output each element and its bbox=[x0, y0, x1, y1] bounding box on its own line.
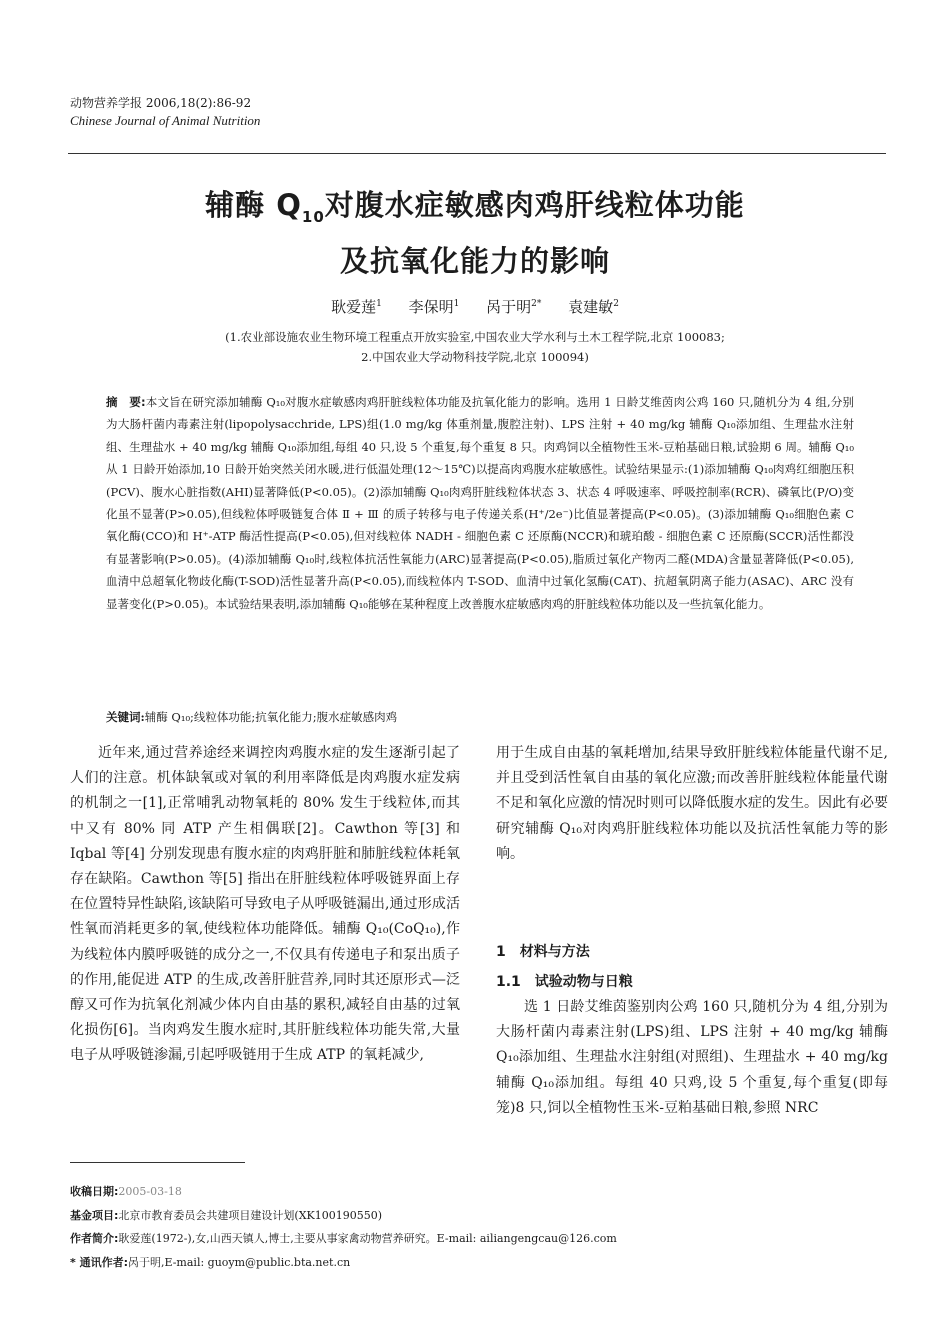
section-heading-1-1: 1.1 试验动物与日粮 bbox=[496, 974, 633, 990]
footnote-fund: 基金项目:北京市教育委员会共建项目建设计划(XK100190550) bbox=[70, 1208, 383, 1222]
footnote-received: 收稿日期:2005-03-18 bbox=[70, 1185, 182, 1198]
footnote-author: 作者简介:耿爱莲(1972-),女,山西天镇人,博士,主要从事家禽动物营养研究。E-mail: ailiangengcau@126.com bbox=[70, 1232, 617, 1245]
keywords-text: 辅酶 Q₁₀;线粒体功能;抗氧化能力;腹水症敏感肉鸡 bbox=[144, 710, 398, 724]
footnote-rule bbox=[70, 1162, 245, 1163]
author: 耿爱莲$^1$ bbox=[331, 298, 382, 316]
intro-paragraph: 近年来,通过营养途经来调控肉鸡腹水症的发生逐渐引起了人们的注意。机体缺氧或对氧的利用率降低是肉鸡腹水症发病的机制之一[1],正常哺乳动物氧耗的 80% 发生于线粒体,而其中又有 80% 同 ATP 产生相偶联[2]。Cawthon 等[3] 和 Iqbal 等[4] 分别发现患有腹水症的肉鸡肝脏和肺脏线粒体耗氧存在缺陷。Cawthon 等[5] 指出在肝脏线粒体呼吸链界面上存在位置特异性缺陷,该缺陷可导致电子从呼吸链漏出,通过形成活性氧而消耗更多的氧,使线粒体功能降低。辅酶 Q₁₀(CoQ₁₀),作为线粒体内膜呼吸链的成分之一,不仅具有传递电子和泵出质子的作用,能促进 ATP 的生成,改善肝脏营养,同时其还原形式—泛醇又可作为抗氧化剂减少体内自由基的累积,减轻自由基的过氧化损伤[6]。当肉鸡发生腹水症时,其肝脏线粒体功能失常,大量电子从呼吸链渗漏,引起呼吸链用于生成 ATP 的氧耗减少, bbox=[70, 745, 460, 1064]
author: 李保明$^1$ bbox=[408, 298, 460, 316]
keywords-label: 关键词: bbox=[106, 710, 145, 724]
paper-title bbox=[0, 183, 950, 283]
footnotes bbox=[70, 1180, 890, 1274]
author: 呙于明$^{2*}$ bbox=[486, 298, 542, 316]
title-line-1: 辅酶 $Q_{10}$对腹水症敏感肉鸡肝线粒体功能 bbox=[205, 188, 745, 226]
abstract bbox=[106, 391, 854, 615]
affiliation-2: 2.中国农业大学动物科技学院,北京 100094) bbox=[361, 350, 589, 364]
journal-header bbox=[70, 94, 260, 130]
methods-paragraph-container bbox=[496, 995, 888, 1121]
affiliations bbox=[0, 327, 950, 367]
affiliation-1: (1.农业部设施农业生物环境工程重点开放实验室,中国农业大学水利与土木工程学院,北京 100083; bbox=[225, 330, 725, 344]
author: 袁建敏$^2$ bbox=[568, 298, 619, 316]
abstract-text: 本文旨在研究添加辅酶 Q₁₀对腹水症敏感肉鸡肝脏线粒体功能及抗氧化能力的影响。选用 1 日龄艾维茵肉公鸡 160 只,随机分为 4 组,分别为大肠杆菌内毒素注射(lipopolysacchride, LPS)组(1.0 mg/kg 体重剂量,腹腔注射)、LPS 注射 + 40 mg/kg 辅酶 Q₁₀添加组、生理盐水注射组、生理盐水 + 40 mg/kg 辅酶 Q₁₀添加组,每组 40 只,设 5 个重复,每个重复 8 只。肉鸡饲以全植物性玉米-豆粕基础日粮,试验期 6 周。辅酶 Q₁₀从 1 日龄开始添加,10 日龄开始突然关闭水暖,进行低温处理(12～15℃)以提高肉鸡腹水症敏感性。试验结果显示:(1)添加辅酶 Q₁₀肉鸡红细胞压积(PCV)、腹水心脏指数(AHI)显著降低(P<0.05)。(2)添加辅酶 Q₁₀肉鸡肝脏线粒体状态 3、状态 4 呼吸速率、呼吸控制率(RCR)、磷氧比(P/O)变化虽不显著(P>0.05),但线粒体呼吸链复合体 Ⅱ + Ⅲ 的质子转移与电子传递关系(H⁺/2e⁻)比值显著提高(P<0.05)。(3)添加辅酶 Q₁₀细胞色素 C 氧化酶(CCO)和 H⁺-ATP 酶活性提高(P<0.05),但对线粒体 NADH - 细胞色素 C 还原酶(NCCR)和琥珀酸 - 细胞色素 C 还原酶(SCCR)活性都没有显著影响(P>0.05)。(4)添加辅酶 Q₁₀时,线粒体抗活性氧能力(ARC)显著提高(P<0.05),脂质过氧化产物丙二醛(MDA)含量显著降低(P<0.05),血清中总超氧化物歧化酶(T-SOD)活性显著升高(P<0.05),而线粒体内 T-SOD、血清中过氧化氢酶(CAT)、抗超氧阴离子能力(ASAC)、ARC 没有显著变化(P>0.05)。本试验结果表明,添加辅酶 Q₁₀能够在某种程度上改善腹水症敏感肉鸡的肝脏线粒体功能以及一些抗氧化能力。 bbox=[106, 395, 855, 611]
body-column-left bbox=[70, 741, 460, 1069]
body-column-right bbox=[496, 741, 888, 867]
intro-paragraph-continued: 用于生成自由基的氧耗增加,结果导致肝脏线粒体能量代谢不足,并且受到活性氧自由基的氧化应激;而改善肝脏线粒体能量代谢不足和氧化应激的情况时则可以降低腹水症的发生。因此有必要研究辅酶 Q₁₀对肉鸡肝脏线粒体功能以及抗活性氧能力等的影响。 bbox=[496, 745, 888, 862]
methods-paragraph: 选 1 日龄艾维茵鉴别肉公鸡 160 只,随机分为 4 组,分别为大肠杆菌内毒素注射(LPS)组、LPS 注射 + 40 mg/kg 辅酶 Q₁₀添加组、生理盐水注射组(对照组)、生理盐水 + 40 mg/kg 辅酶 Q₁₀添加组。每组 40 只鸡,设 5 个重复,每个重复(即每笼)8 只,饲以全植物性玉米-豆粕基础日粮,参照 NRC bbox=[496, 999, 888, 1116]
title-line-2: 及抗氧化能力的影响 bbox=[339, 243, 610, 278]
section-heading-1: 1 材料与方法 bbox=[496, 944, 590, 960]
journal-citation-cn: 动物营养学报 2006,18(2):86-92 bbox=[70, 96, 252, 110]
footnote-corresponding: * 通讯作者:呙于明,E-mail: guoym@public.bta.net.cn bbox=[70, 1255, 351, 1269]
keywords bbox=[106, 707, 854, 727]
author-list bbox=[0, 296, 950, 317]
header-rule bbox=[68, 153, 886, 154]
journal-name-en: Chinese Journal of Animal Nutrition bbox=[70, 113, 261, 128]
abstract-label: 摘 要: bbox=[106, 395, 146, 409]
